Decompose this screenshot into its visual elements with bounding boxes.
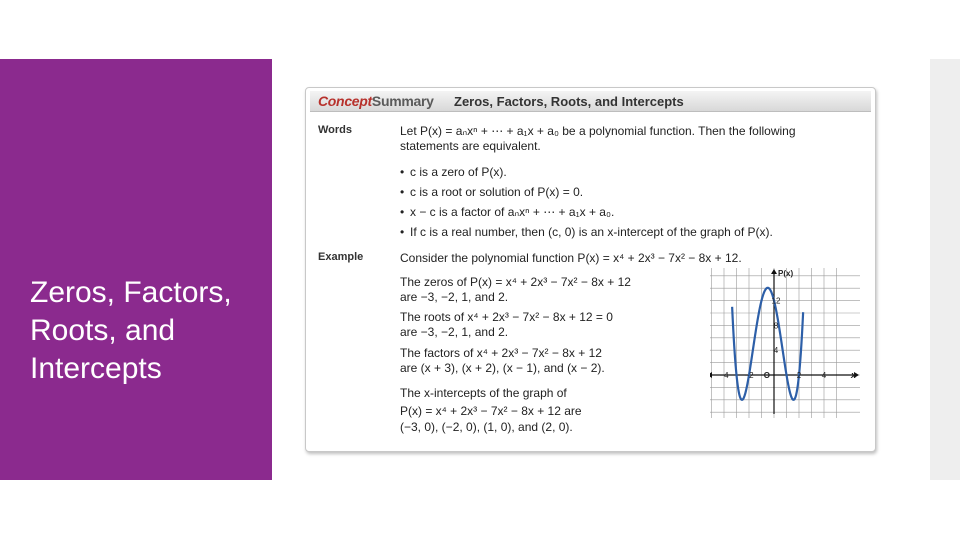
bullet-icon: • bbox=[400, 165, 405, 179]
concept-summary-logo bbox=[318, 93, 434, 109]
bullet-item bbox=[400, 205, 614, 219]
bullet-icon: • bbox=[400, 185, 405, 199]
words-text-line: Let P(x) = aₙxⁿ + ⋯ + a₁x + a₀ be a polynomial function. Then the following bbox=[400, 124, 796, 138]
bullet-text: If c is a real number, then (c, 0) is an x-intercept of the graph of P(x). bbox=[410, 225, 773, 239]
graph-grid bbox=[710, 268, 860, 418]
example-line: The factors of x⁴ + 2x³ − 7x² − 8x + 12 bbox=[400, 346, 602, 360]
example-label: Example bbox=[318, 251, 364, 263]
bullet-item bbox=[400, 165, 507, 179]
example-line: P(x) = x⁴ + 2x³ − 7x² − 8x + 12 are bbox=[400, 404, 582, 418]
y-axis-arrow-icon bbox=[771, 269, 777, 274]
bullet-icon: • bbox=[400, 225, 405, 239]
example-line: (−3, 0), (−2, 0), (1, 0), and (2, 0). bbox=[400, 420, 573, 434]
slide-title bbox=[30, 274, 260, 388]
origin-label: O bbox=[763, 371, 770, 380]
bullet-item bbox=[400, 225, 773, 239]
bullet-icon: • bbox=[400, 205, 405, 219]
bullet-text: c is a root or solution of P(x) = 0. bbox=[410, 185, 584, 199]
card-title: Zeros, Factors, Roots, and Intercepts bbox=[454, 94, 684, 109]
x-axis-arrow-icon bbox=[710, 372, 712, 378]
example-intro: Consider the polynomial function P(x) = x⁴ + 2x³ − 7x² − 8x + 12. bbox=[400, 251, 742, 265]
brand-part-summary: Summary bbox=[371, 93, 434, 109]
example-line: The zeros of P(x) = x⁴ + 2x³ − 7x² − 8x + 12 bbox=[400, 275, 631, 289]
slide-title-line: Zeros, Factors, bbox=[30, 276, 232, 309]
x-tick-label: 2 bbox=[796, 371, 802, 380]
bullet-text: x − c is a factor of aₙxⁿ + ⋯ + a₁x + a₀. bbox=[410, 205, 615, 219]
example-line: are −3, −2, 1, and 2. bbox=[400, 325, 509, 339]
example-line: are −3, −2, 1, and 2. bbox=[400, 290, 509, 304]
right-edge-strip bbox=[930, 59, 960, 480]
x-axis-label: x bbox=[851, 370, 857, 380]
bullet-text: c is a zero of P(x). bbox=[410, 165, 507, 179]
y-tick-label: 8 bbox=[773, 321, 779, 331]
words-label: Words bbox=[318, 124, 353, 136]
example-line: The roots of x⁴ + 2x³ − 7x² − 8x + 12 = 0 bbox=[400, 310, 613, 324]
polynomial-graph bbox=[710, 268, 860, 418]
y-tick-label: 12 bbox=[771, 296, 781, 306]
example-line: The x-intercepts of the graph of bbox=[400, 386, 567, 400]
example-line: are (x + 3), (x + 2), (x − 1), and (x − 2). bbox=[400, 361, 605, 375]
slide-title-line: Intercepts bbox=[30, 352, 162, 385]
card-header bbox=[310, 91, 871, 112]
polynomial-curve bbox=[732, 288, 803, 400]
x-tick-label: 4 bbox=[821, 371, 827, 380]
bullet-item bbox=[400, 185, 583, 199]
concept-summary-card bbox=[305, 87, 876, 452]
y-axis-label: P(x) bbox=[778, 269, 794, 278]
y-tick-label: 4 bbox=[773, 346, 779, 356]
slide-title-line: Roots, and bbox=[30, 314, 176, 347]
title-panel bbox=[0, 59, 272, 480]
words-text-line: statements are equivalent. bbox=[400, 139, 541, 153]
x-tick-label: −4 bbox=[719, 371, 729, 380]
x-tick-label: −2 bbox=[744, 371, 754, 380]
brand-part-concept: Concept bbox=[318, 93, 372, 109]
